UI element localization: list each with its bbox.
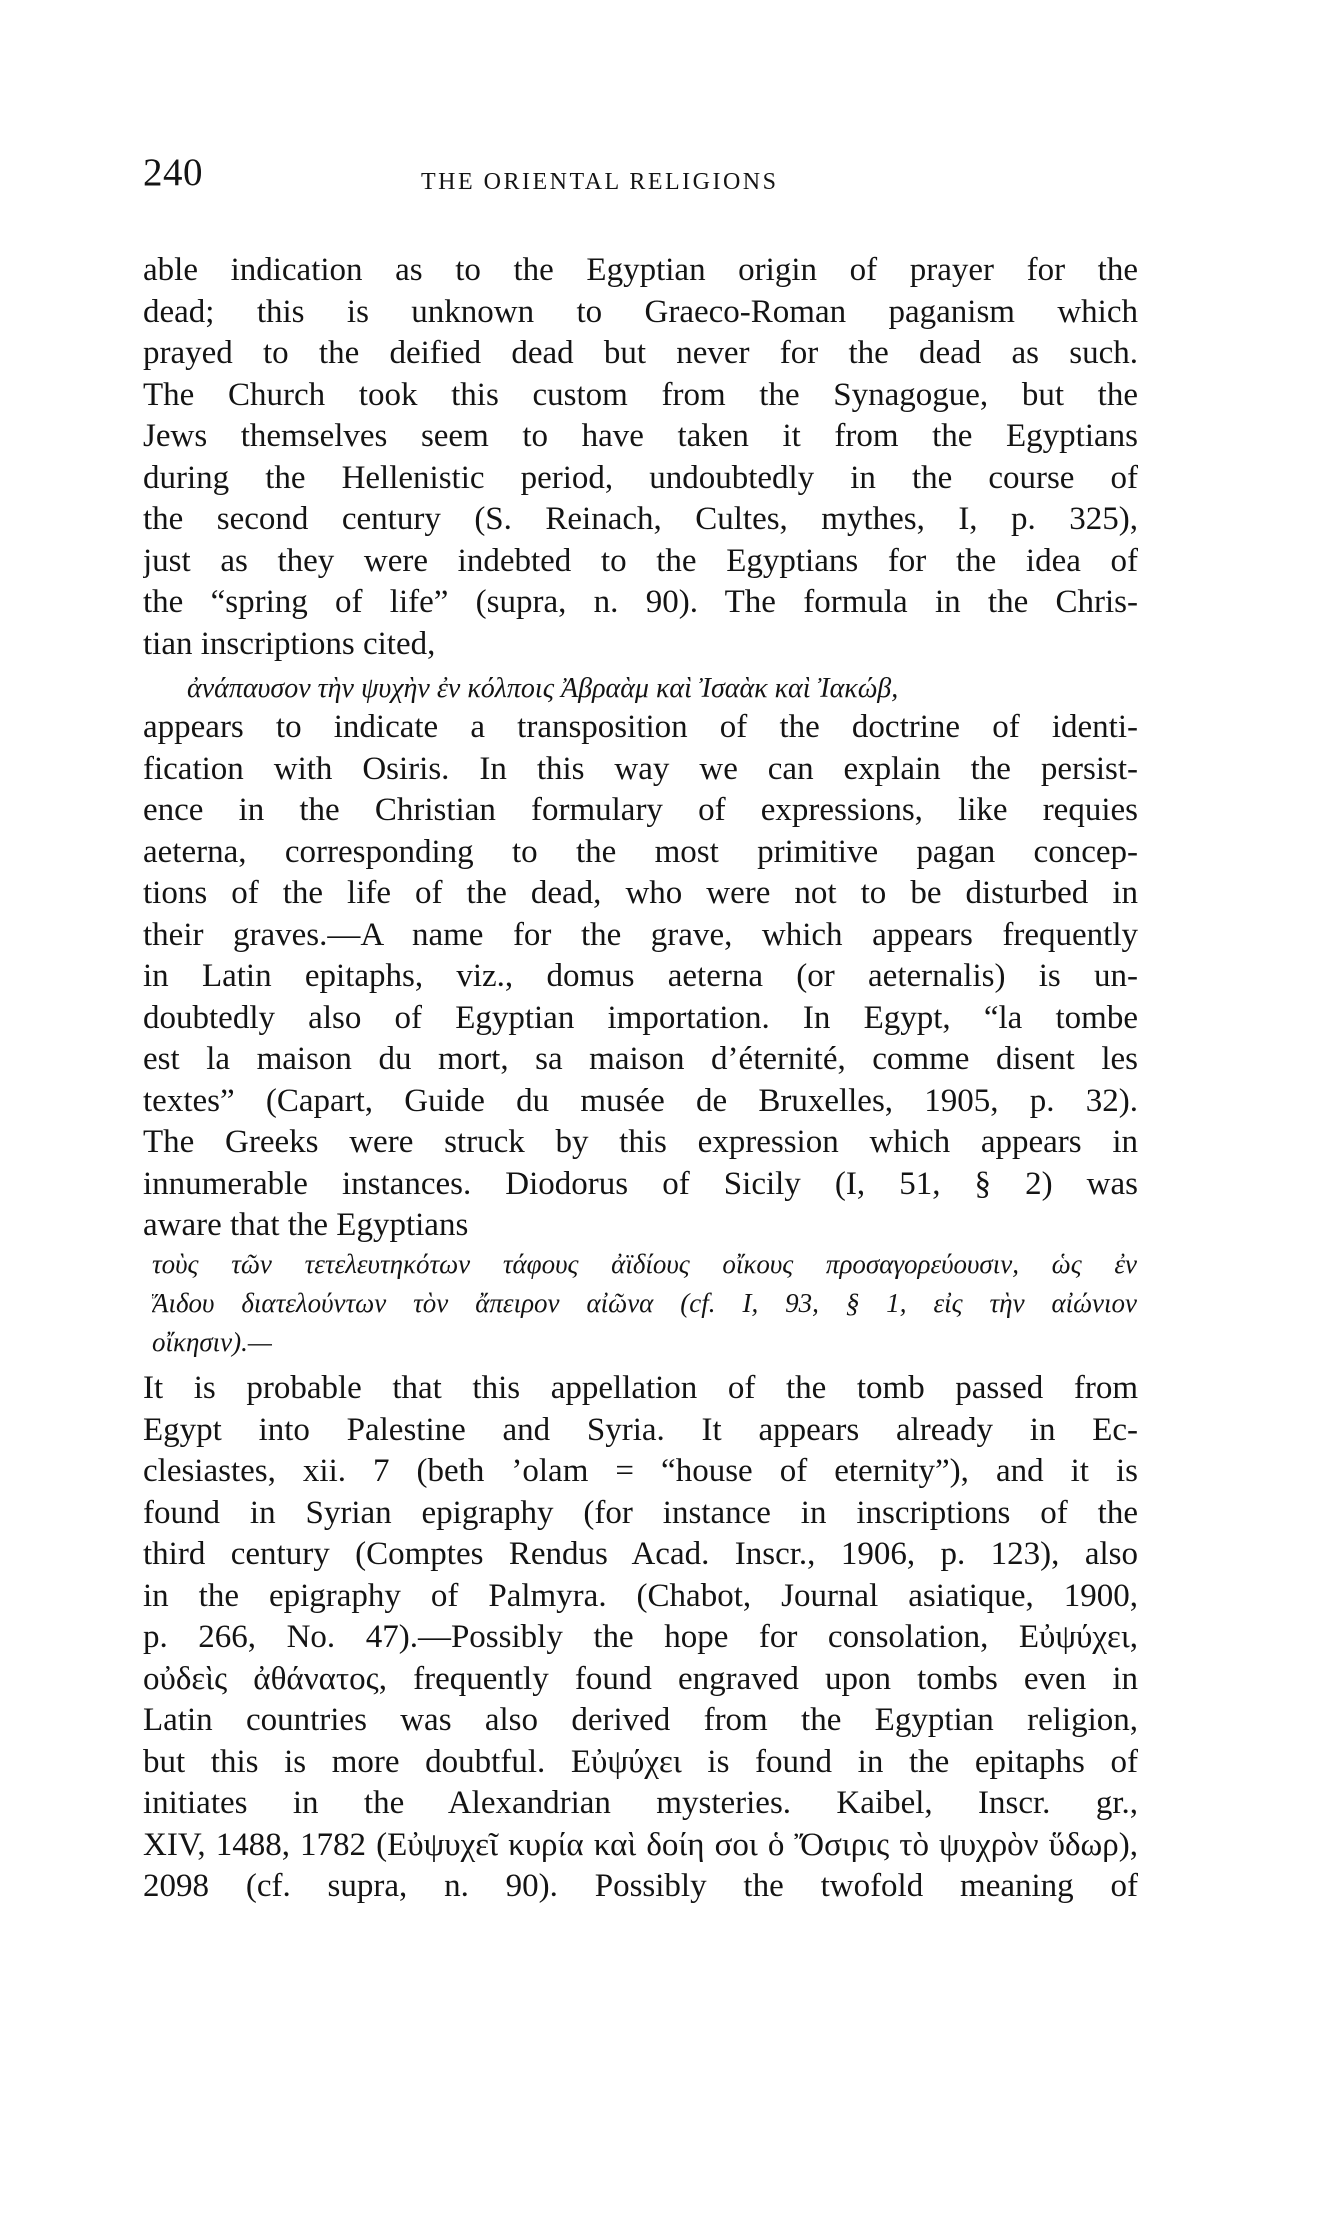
text-line: the second century (S. Reinach, Cultes, mythes, I, p. 325), [143,501,1138,537]
text-line: The Church took this custom from the Synagogue, but the [143,376,1138,413]
quote-line: Ἅιδου διατελούντων τὸν ἄπειρον αἰῶνα (cf. I, 93, § 1, εἰς τὴν αἰώνιον [152,1288,1137,1318]
greek-quotation [152,1245,1137,1362]
text-line: aeterna, corresponding to the most primitive pagan concep- [143,833,1138,870]
text-line: tions of the life of the dead, who were not to be disturbed in [143,875,1138,911]
text-line: οὐδεὶς ἀθάνατος, frequently found engraved upon tombs even in [143,1660,1138,1697]
text-line: initiates in the Alexandrian mysteries. Kaibel, Inscr. gr., [143,1785,1138,1821]
running-head: THE ORIENTAL RELIGIONS [421,169,779,195]
text-line: but this is more doubtful. Εὐψύχει is found in the epitaphs of [143,1743,1138,1780]
text-line: est la maison du mort, sa maison d’éternité, comme disent les [143,1041,1138,1077]
text-line: aware that the Egyptians [143,1207,469,1243]
text-line: just as they were indebted to the Egyptians for the idea of [143,542,1138,579]
text-line: textes” (Capart, Guide du musée de Bruxelles, 1905, p. 32). [143,1082,1138,1119]
text-line: innumerable instances. Diodorus of Sicily (I, 51, § 2) was [143,1165,1138,1202]
quote-line: οἴκησιν).— [152,1327,272,1357]
text-line: p. 266, No. 47).—Possibly the hope for consolation, Εὐψύχει, [143,1619,1138,1655]
page-header [143,150,1143,200]
text-line: 2098 (cf. supra, n. 90). Possibly the twofold meaning of [143,1868,1138,1904]
text-line: tian inscriptions cited, [143,625,436,662]
paragraph-3 [143,1368,1138,1908]
text-line: in the epigraphy of Palmyra. (Chabot, Journal asiatique, 1900, [143,1577,1138,1614]
text-line: The Greeks were struck by this expression which appears in [143,1124,1138,1160]
text-line: ence in the Christian formulary of expressions, like requies [143,792,1138,828]
text-line: doubtedly also of Egyptian importation. In Egypt, “la tombe [143,999,1138,1036]
text-line: fication with Osiris. In this way we can explain the persist- [143,750,1138,787]
text-line: the “spring of life” (supra, n. 90). The formula in the Chris- [143,584,1138,620]
greek-formula [143,668,1138,710]
text-line: Egypt into Palestine and Syria. It appears already in Ec- [143,1411,1138,1448]
paragraph-1 [143,250,1138,665]
quote-line: τοὺς τῶν τετελευτηκότων τάφους ἀϊδίους οἴκους προσαγορεύουσιν, ὡς ἐν [152,1249,1137,1279]
text-line: clesiastes, xii. 7 (beth ’olam = “house of eternity”), and it is [143,1453,1138,1489]
greek-formula-line: ἀνάπαυσον τὴν ψυχὴν ἐν κόλποις Ἀβραὰμ καὶ Ἰσαὰκ καὶ Ἰακώβ, [187,673,899,704]
text-line: third century (Comptes Rendus Acad. Inscr., 1906, p. 123), also [143,1536,1138,1572]
text-line: found in Syrian epigraphy (for instance in inscriptions of the [143,1494,1138,1531]
text-line: their graves.—A name for the grave, which appears frequently [143,916,1138,953]
text-line: during the Hellenistic period, undoubtedly in the course of [143,459,1138,496]
text-line: It is probable that this appellation of the tomb passed from [143,1370,1138,1406]
text-line: Latin countries was also derived from the Egyptian religion, [143,1702,1138,1738]
paragraph-2 [143,707,1138,1247]
text-line: XIV, 1488, 1782 (Εὐψυχεῖ κυρία καὶ δοίη σοι ὁ Ὄσιρις τὸ ψυχρὸν ὕδωρ), [143,1826,1138,1863]
text-line: able indication as to the Egyptian origin of prayer for the [143,252,1138,288]
text-line: in Latin epitaphs, viz., domus aeterna (or aeternalis) is un- [143,958,1138,994]
text-line: prayed to the deified dead but never for the dead as such. [143,335,1138,371]
text-line: dead; this is unknown to Graeco-Roman paganism which [143,293,1138,330]
text-line: Jews themselves seem to have taken it from the Egyptians [143,418,1138,454]
text-line: appears to indicate a transposition of the doctrine of identi- [143,709,1138,745]
page-number: 240 [143,151,203,194]
